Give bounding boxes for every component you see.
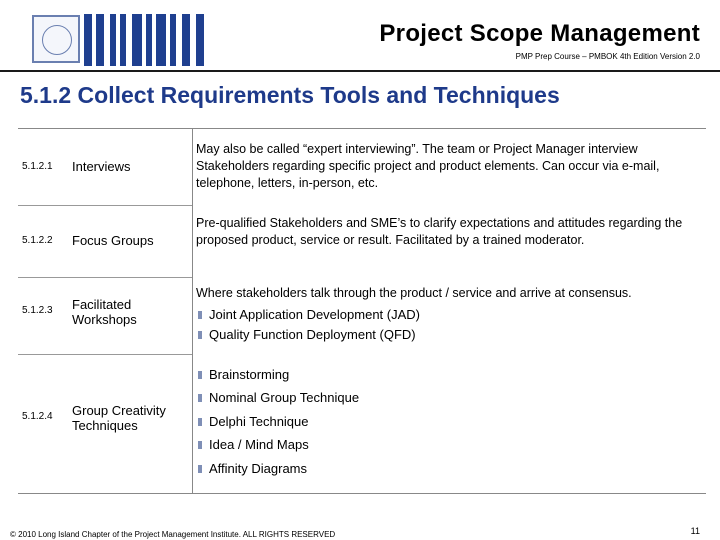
row-title: Interviews <box>72 159 131 174</box>
chapter-seal-icon <box>32 15 80 63</box>
table-row-label <box>22 159 131 174</box>
pmi-wordmark-icon <box>84 14 214 66</box>
list-item: Joint Application Development (JAD) <box>198 307 420 322</box>
row-number: 5.1.2.1 <box>22 161 53 172</box>
header-rule <box>0 70 720 72</box>
page-number: 11 <box>690 526 700 536</box>
row-divider <box>18 354 192 355</box>
bullet-icon <box>198 465 202 473</box>
bullet-icon <box>198 331 202 339</box>
table-row-label <box>22 403 192 433</box>
row-title: Facilitated Workshops <box>72 297 137 327</box>
list-item: Nominal Group Technique <box>198 390 359 405</box>
bullet-icon <box>198 371 202 379</box>
copyright-footer: © 2010 Long Island Chapter of the Project Management Institute. ALL RIGHTS RESERVED <box>10 530 336 539</box>
row-title: Focus Groups <box>72 233 154 248</box>
list-item: Affinity Diagrams <box>198 461 307 476</box>
row-divider <box>18 205 192 206</box>
bullet-icon <box>198 441 202 449</box>
row-description: Where stakeholders talk through the product / service and arrive at consensus. <box>196 286 632 300</box>
section-heading: 5.1.2 Collect Requirements Tools and Techniques <box>20 82 560 108</box>
bullet-icon <box>198 394 202 402</box>
row-title: Group Creativity Techniques <box>72 403 166 433</box>
list-item: Brainstorming <box>198 367 289 382</box>
bullet-icon <box>198 311 202 319</box>
list-item: Delphi Technique <box>198 414 309 429</box>
row-number: 5.1.2.2 <box>22 235 53 246</box>
table-row-label <box>22 297 182 327</box>
column-divider <box>192 129 193 493</box>
row-description: May also be called “expert interviewing”. The team or Project Manager interview Stakeholders regarding specific project and product elements. Can occur via e-mail, telephone, letters, in-person, etc. <box>196 142 660 190</box>
row-divider <box>18 277 192 278</box>
table-row-label <box>22 233 154 248</box>
list-item: Quality Function Deployment (QFD) <box>198 327 416 342</box>
techniques-table <box>18 128 706 494</box>
row-number: 5.1.2.4 <box>22 411 53 422</box>
slide-header <box>0 0 720 72</box>
row-description: Pre-qualified Stakeholders and SME’s to clarify expectations and attitudes regarding the proposed product, service or result. Facilitated by a trained moderator. <box>196 216 683 247</box>
bullet-icon <box>198 418 202 426</box>
slide-subtitle: PMP Prep Course – PMBOK 4th Edition Version 2.0 <box>515 52 700 61</box>
slide-title: Project Scope Management <box>379 20 700 47</box>
row-number: 5.1.2.3 <box>22 305 53 316</box>
pmi-logo <box>10 12 216 66</box>
list-item: Idea / Mind Maps <box>198 437 309 452</box>
